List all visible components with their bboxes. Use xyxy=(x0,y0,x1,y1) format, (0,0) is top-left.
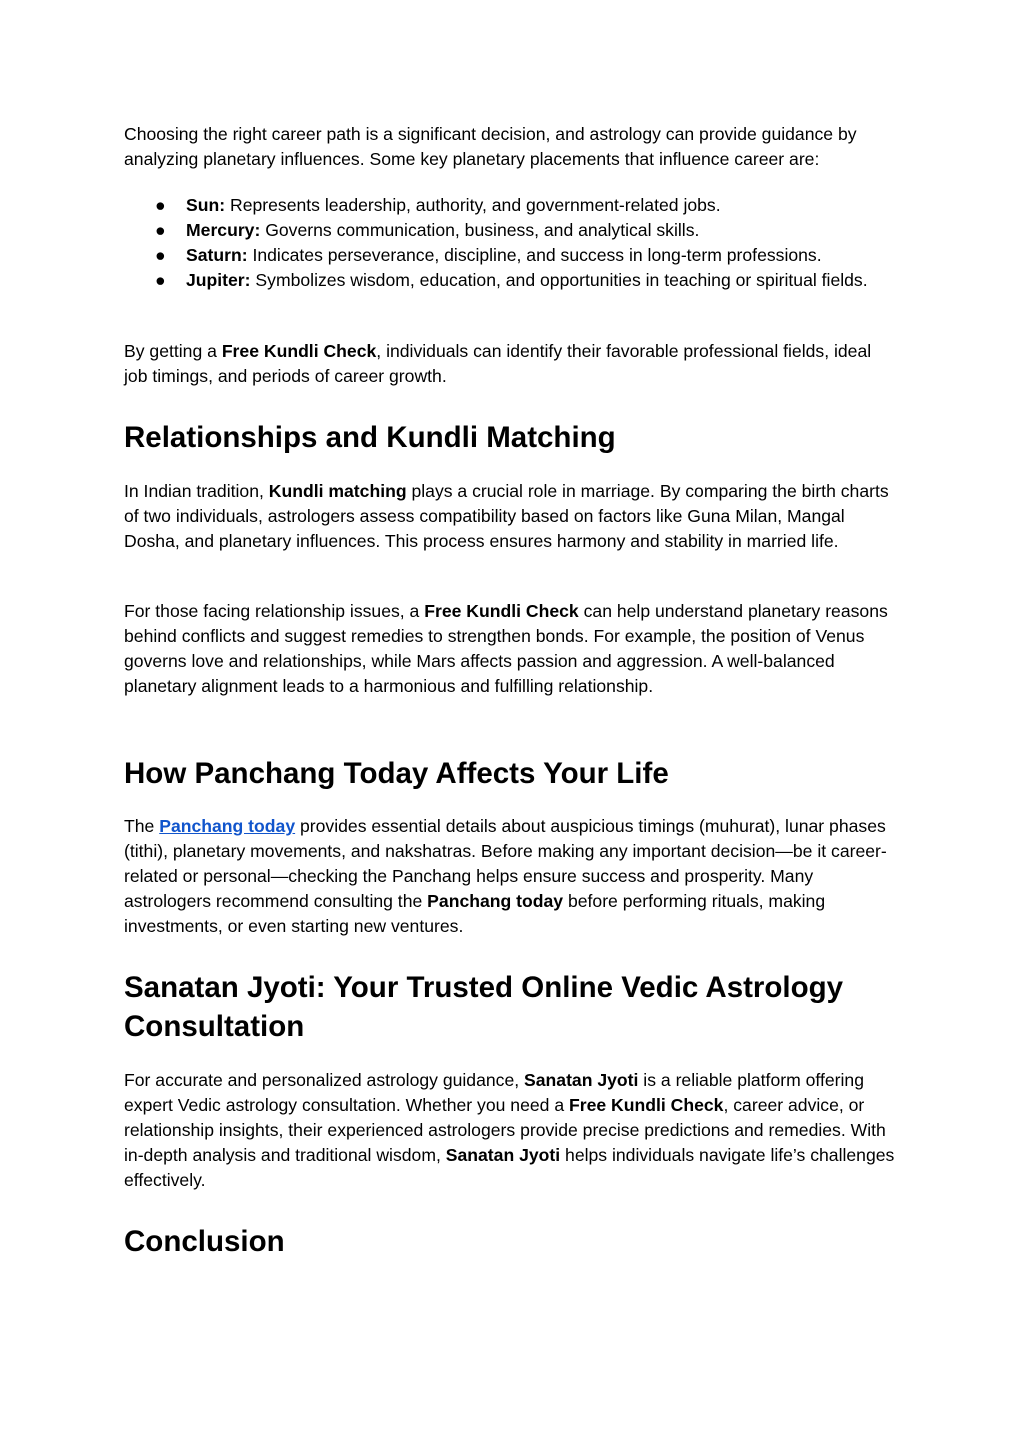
bullet-icon: ● xyxy=(155,245,166,265)
text-segment: , career advice, or relationship insights, their experienced astrologers provide precise predictions and remedies. With in-depth analysis and traditional wisdom, xyxy=(124,1095,886,1165)
text-segment: is a reliable platform offering expert Vedic astrology consultation. Whether you need a xyxy=(124,1070,864,1115)
bold-text: Sanatan Jyoti xyxy=(524,1070,639,1090)
conclusion-heading: Conclusion xyxy=(124,1225,285,1258)
career-kundli-paragraph xyxy=(124,339,899,389)
text-segment: helps individuals navigate life’s challenges effectively. xyxy=(124,1145,895,1190)
bullet-icon: ● xyxy=(155,220,166,240)
planet-description: Symbolizes wisdom, education, and opportunities in teaching or spiritual fields. xyxy=(250,270,868,290)
planet-name: Sun: xyxy=(186,195,226,215)
planet-description: Represents leadership, authority, and government-related jobs. xyxy=(225,195,721,215)
text-segment: provides essential details about auspicious timings (muhurat), lunar phases (tithi), planetary movements, and nakshatras. Before making any important decision—be it career-related or personal—checking the Panchang helps ensure success and prosperity. Many astrologers recommend consulting the xyxy=(124,816,887,911)
planet-name: Mercury: xyxy=(186,220,261,240)
text-segment: For accurate and personalized astrology guidance, xyxy=(124,1070,525,1090)
relationships-heading: Relationships and Kundli Matching xyxy=(124,421,616,454)
bold-text: Free Kundli Check xyxy=(424,601,579,621)
bullet-icon: ● xyxy=(155,195,166,215)
list-item-saturn xyxy=(124,243,904,268)
text-segment: By getting a xyxy=(124,341,222,361)
bold-text: Free Kundli Check xyxy=(569,1095,724,1115)
panchang-today-link[interactable]: Panchang today xyxy=(159,816,296,836)
sanatan-paragraph xyxy=(124,1068,904,1193)
bullet-icon: ● xyxy=(155,270,166,290)
planet-name: Jupiter: xyxy=(186,270,251,290)
planet-description: Indicates perseverance, discipline, and success in long-term professions. xyxy=(247,245,822,265)
bold-text: Panchang today xyxy=(427,891,564,911)
sanatan-heading: Sanatan Jyoti: Your Trusted Online Vedic Astrology Consultation xyxy=(124,971,844,1043)
relationships-paragraph-2 xyxy=(124,599,904,699)
text-segment: In Indian tradition, xyxy=(124,481,269,501)
career-intro-text: Choosing the right career path is a significant decision, and astrology can provide guidance by analyzing planetary influences. Some key planetary placements that influence career are: xyxy=(124,124,857,169)
text-segment: plays a crucial role in marriage. By comparing the birth charts of two individuals, astrologers assess compatibility based on factors like Guna Milan, Mangal Dosha, and planetary influences. This process ensures harmony and stability in married life. xyxy=(124,481,889,551)
planet-name: Saturn: xyxy=(186,245,248,265)
list-item-sun xyxy=(124,193,904,218)
bold-text: Free Kundli Check xyxy=(221,341,377,361)
relationships-paragraph-1 xyxy=(124,479,904,554)
text-segment: can help understand planetary reasons behind conflicts and suggest remedies to strengthen bonds. For example, the position of Venus governs love and relationships, while Mars affects passion and aggression. A well-balanced planetary alignment leads to a harmonious and fulfilling relationship. xyxy=(124,601,888,696)
planet-list xyxy=(124,193,904,293)
career-intro-paragraph xyxy=(124,122,904,172)
text-segment: before performing rituals, making investments, or even starting new ventures. xyxy=(124,891,826,936)
planet-description: Governs communication, business, and analytical skills. xyxy=(260,220,700,240)
bold-text: Sanatan Jyoti xyxy=(445,1145,561,1165)
panchang-heading: How Panchang Today Affects Your Life xyxy=(124,757,669,790)
text-segment: For those facing relationship issues, a xyxy=(124,601,425,621)
list-item-mercury xyxy=(124,218,904,243)
text-segment: The xyxy=(124,816,160,836)
text-segment: , individuals can identify their favorable professional fields, ideal job timings, and periods of career growth. xyxy=(124,341,872,386)
panchang-paragraph xyxy=(124,814,904,939)
list-item-jupiter xyxy=(124,268,904,293)
bold-text: Kundli matching xyxy=(268,481,407,501)
